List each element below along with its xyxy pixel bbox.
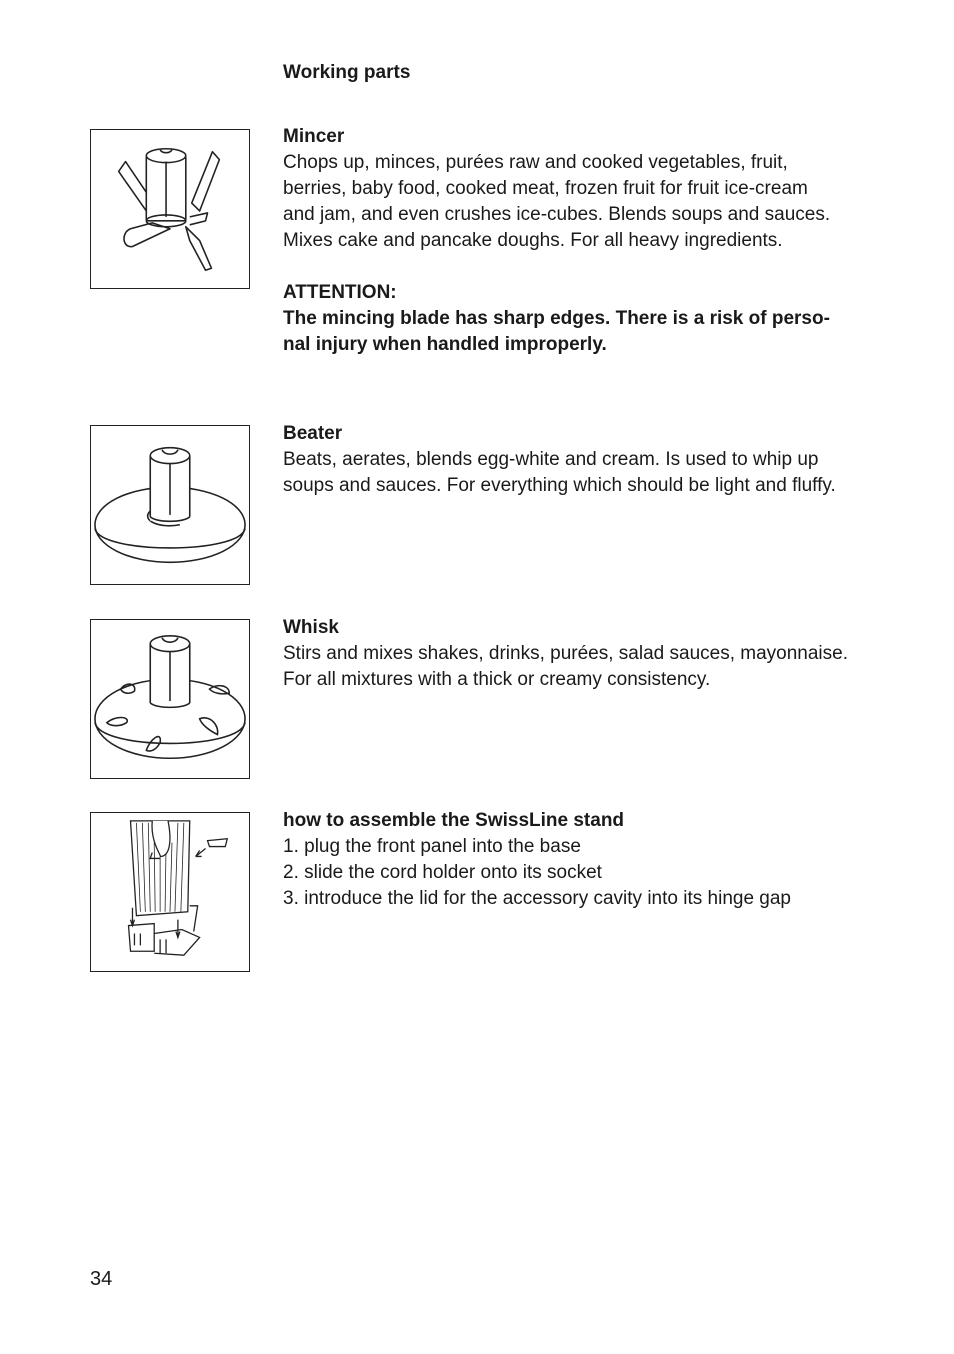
page-number: 34	[90, 1268, 113, 1290]
beater-line: soups and sauces. For everything which should be light and fluffy.	[283, 475, 836, 496]
stand-step: 1. plug the front panel into the base	[283, 836, 581, 857]
mincer-figure	[90, 129, 250, 289]
attention-label: ATTENTION:	[283, 282, 397, 303]
whisk-section	[283, 615, 873, 693]
beater-disc-icon	[91, 426, 249, 584]
beater-section	[283, 421, 873, 499]
stand-section	[283, 808, 873, 912]
page-heading: Working parts	[283, 62, 411, 83]
mincer-line: berries, baby food, cooked meat, frozen fruit for fruit ice-cream	[283, 178, 808, 199]
stand-assembly-icon	[91, 813, 249, 971]
beater-figure	[90, 425, 250, 585]
attention-line: nal injury when handled improperly.	[283, 334, 607, 355]
mincer-line: and jam, and even crushes ice-cubes. Blends soups and sauces.	[283, 204, 831, 225]
stand-step: 2. slide the cord holder onto its socket	[283, 862, 602, 883]
mincer-section	[283, 124, 873, 358]
whisk-disc-icon	[91, 620, 249, 778]
whisk-title: Whisk	[283, 617, 339, 638]
mincer-title: Mincer	[283, 126, 345, 147]
mincer-line: Mixes cake and pancake doughs. For all heavy ingredients.	[283, 230, 783, 251]
whisk-line: For all mixtures with a thick or creamy consistency.	[283, 669, 711, 690]
stand-step: 3. introduce the lid for the accessory cavity into its hinge gap	[283, 888, 791, 909]
whisk-line: Stirs and mixes shakes, drinks, purées, salad sauces, mayonnaise.	[283, 643, 848, 664]
stand-title: how to assemble the SwissLine stand	[283, 810, 625, 831]
whisk-figure	[90, 619, 250, 779]
stand-figure	[90, 812, 250, 972]
mincing-blade-icon	[91, 130, 249, 288]
mincer-line: Chops up, minces, purées raw and cooked vegetables, fruit,	[283, 152, 788, 173]
beater-line: Beats, aerates, blends egg-white and cream. Is used to whip up	[283, 449, 819, 470]
beater-title: Beater	[283, 423, 343, 444]
attention-line: The mincing blade has sharp edges. There is a risk of perso-	[283, 308, 830, 329]
